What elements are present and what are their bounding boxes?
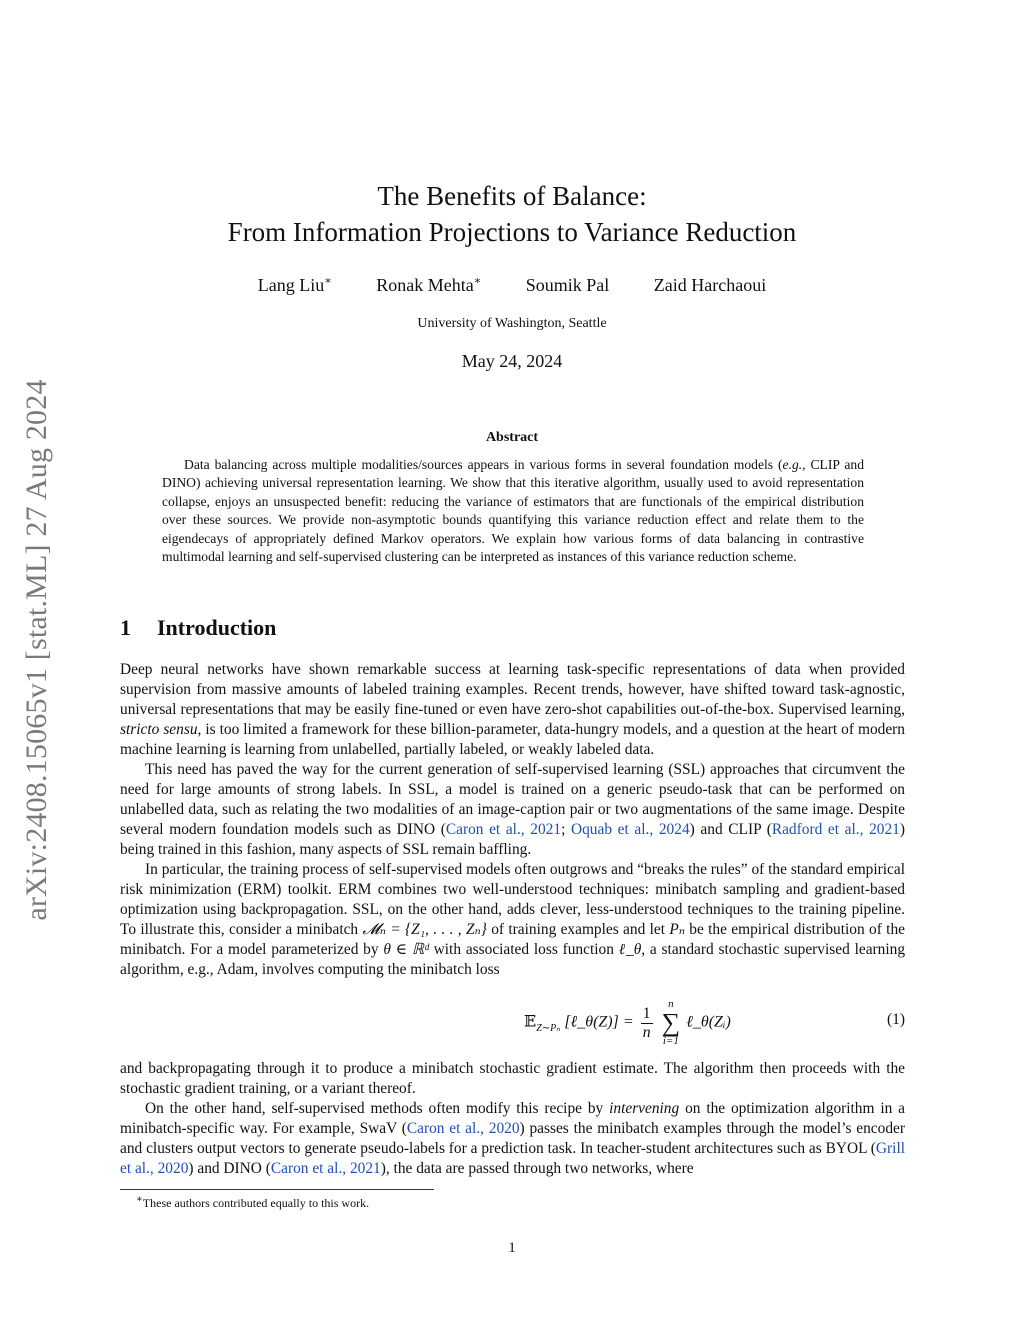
section-title: Introduction (157, 615, 277, 640)
section-heading (120, 615, 276, 641)
author: Lang Liu∗ (257, 275, 332, 295)
paragraph: Deep neural networks have shown remarkable success at learning task-specific representations of data when provided supervision from massive amounts of labeled training examples. Recent trends, however, have shifted toward task-agnostic, universal representations that may be easily fine-tuned or even have zero-shot capabilities out-of-the-box. Supervised learning, stricto sensu, is too limited a framework for these billion-parameter, data-hungry models, and a question at the heart of modern machine learning is learning from unlabelled, partially labeled, or weakly labeled data. (120, 661, 905, 758)
author: Zaid Harchaoui (653, 275, 767, 295)
publication-date: May 24, 2024 (461, 351, 563, 371)
math-inline: Pₙ (669, 921, 685, 938)
equation-number: (1) (887, 1011, 905, 1028)
equation-expression: 𝔼$_{Z\sim P_n}$ [ℓ_θ(Z)] = $\frac{1}{n}$ n ∑ i=1 ℓ_θ(Zᵢ) (524, 998, 731, 1047)
citation-link[interactable]: Caron et al., 2021 (270, 1160, 381, 1177)
math-inline: 𝓜ₙ = {Z₁, . . . , Zₙ} (362, 921, 487, 938)
page-number: 1 (508, 1240, 516, 1256)
paragraph: In particular, the training process of self-supervised models often outgrows and “breaks the rules” of the standard empirical risk minimization (ERM) toolkit. ERM combines two well-understood techniques: minibatch sampling and gradient-based optimization using backpropagation. SSL, on the other hand, adds clever, less-understood techniques to the training pipeline. To illustrate this, consider a minibatch 𝓜ₙ = {Z₁, . . . , Zₙ} of training examples and let Pₙ be the empirical distribution of the minibatch. For a model parameterized by θ ∈ ℝᵈ with associated loss function ℓ_θ, a standard stochastic supervised learning algorithm, e.g., Adam, involves computing the minibatch loss (120, 861, 906, 978)
author: Ronak Mehta∗ (376, 275, 482, 295)
paragraph: and backpropagating through it to produce a minibatch stochastic gradient estimate. The algorithm then proceeds with the stochastic gradient training, or a variant thereof. (120, 1060, 905, 1097)
intro-body-bottom (120, 1059, 905, 1179)
citation-link[interactable]: Oquab et al., 2024 (571, 821, 690, 838)
section-number: 1 (120, 615, 131, 640)
math-inline: ℓ_θ (618, 941, 642, 958)
citation-link[interactable]: Grill et al., 2020 (120, 1140, 905, 1177)
equation-1 (120, 995, 905, 1047)
abstract-text: Data balancing across multiple modalities/sources appears in various forms in several foundation models (e.g., CLIP and DINO) achieving universal representation learning. We show that this iterative algorithm, usually used to avoid representation collapse, enjoys an unsuspected benefit: reducing the variance of estimators that are functionals of the empirical distribution over these sources. We provide non-asymptotic bounds quantifying this variance reduction effect and relate them to the eigendecays of appropriately defined Markov operators. We explain how various forms of data balancing in contrastive multimodal learning and self-supervised clustering can be interpreted as instances of this variance reduction scheme. (162, 457, 864, 565)
abstract-heading: Abstract (485, 430, 539, 445)
author-list (0, 274, 1024, 296)
paragraph: On the other hand, self-supervised methods often modify this recipe by intervening on the optimization algorithm in a minibatch-specific way. For example, SwaV (Caron et al., 2020) passes the minibatch examples through the model’s encoder and clusters output vectors to generate pseudo-labels for a prediction task. In teacher-student architectures such as BYOL (Grill et al., 2020) and DINO (Caron et al., 2021), the data are passed through two networks, where (120, 1100, 906, 1177)
citation-link[interactable]: Radford et al., 2021 (771, 821, 900, 838)
author: Soumik Pal (525, 275, 610, 295)
title-line-2: From Information Projections to Variance Reduction (227, 217, 797, 247)
paper-title (0, 178, 1024, 250)
footnote-divider (120, 1189, 434, 1190)
citation-link[interactable]: Caron et al., 2021 (445, 821, 562, 838)
intro-body-top (120, 660, 905, 980)
affiliation: University of Washington, Seattle (417, 316, 607, 331)
paragraph: This need has paved the way for the current generation of self-supervised learning (SSL) approaches that circumvent the need for large amounts of strong labels. In SSL, a model is trained on a generic pseudo-task that can be performed on unlabelled data, such as relating the two modalities of an image-caption pair or two augmentations of the same image. Despite several modern foundation models such as DINO (Caron et al., 2021; Oquab et al., 2024) and CLIP (Radford et al., 2021) being trained in this fashion, many aspects of SSL remain baffling. (120, 761, 906, 858)
citation-link[interactable]: Caron et al., 2020 (406, 1120, 520, 1137)
arxiv-identifier: arXiv:2408.15065v1 [stat.ML] 27 Aug 2024 (20, 379, 53, 921)
math-inline: θ ∈ ℝᵈ (383, 941, 429, 958)
title-line-1: The Benefits of Balance: (377, 181, 647, 211)
footnote: ∗These authors contributed equally to this work. (136, 1194, 370, 1210)
